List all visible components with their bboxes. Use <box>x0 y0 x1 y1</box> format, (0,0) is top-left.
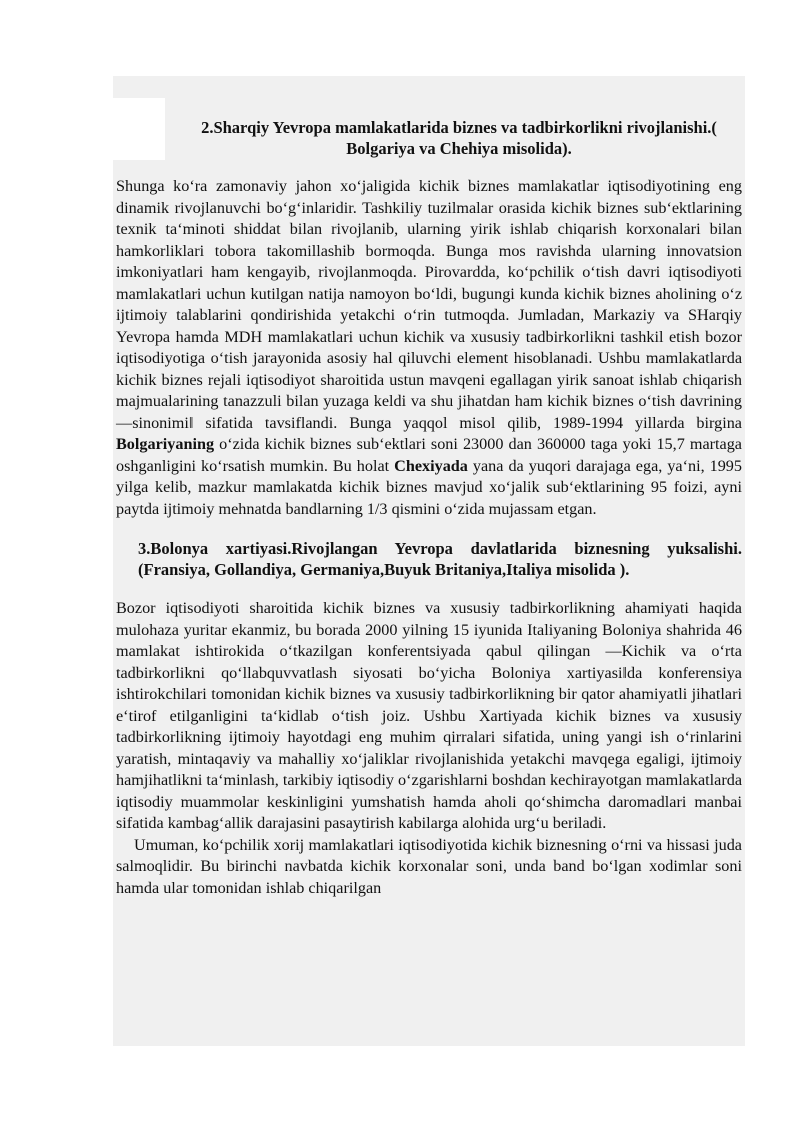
section-heading-2: 2.Sharqiy Yevropa mamlakatlarida biznes va tadbirkorlikni rivojlanishi.( Bolgariya va Chehiya misolida). <box>201 118 717 158</box>
bold-chexiya: Chexiyada <box>394 456 468 475</box>
paragraph-bologna-charter: Bozor iqtisodiyoti sharoitida kichik biznes va xususiy tadbirkorlikning ahamiyati haqida mulohaza yuritar ekanmiz, bu borada 2000 yilning 15 iyunida Italiyaning Boloniya shahrida 46 mamlakat ishtirokida o‘tkazilgan konferentsiyada qabul qilingan ―Kichik va o‘rta tadbirkorlikni qo‘llabquvvatlash siyosati bo‘yicha Boloniya xartiyasi‖da konferensiya ishtirokchilari tomonidan kichik biznes va xususiy tadbirkorlikning bir qator ahamiyatli jihatlari e‘tirof etilganligini ta‘kidlab o‘tish joiz. Ushbu Xartiyada kichik biznes va xususiy tadbirkorlikning ijtimoiy hayotdagi eng muhim qirralari sifatida, uning yangi ish o‘rinlarini yaratish, mintaqaviy va mahalliy xo‘jaliklar rivojlanishida yetakchi mavqega egaligi, ijtimoiy hamjihatlikni ta‘minlash, tarkibiy iqtisodiy o‘zgarishlarni boshdan kechirayotgan mamlakatlarda iqtisodiy muammolar keskinligini yumshatish hamda aholi qo‘shimcha daromadlari manbai sifatida kambag‘allik darajasini pasaytirish kabilarga alohida urg‘u beriladi. <box>116 599 742 832</box>
paragraph-foreign-countries: Umuman, ko‘pchilik xorij mamlakatlari iqtisodiyotida kichik biznesning o‘rni va hissasi juda salmoqlidir. Bu birinchi navbatda kichik korxonalar soni, unda band bo‘lgan xodimlar soni hamda ular tomonidan ishlab chiqarilgan <box>116 835 742 897</box>
paragraph-text: o‘zida kichik biznes sub‘ektlari soni 23000 dan 360000 taga yoki 15,7 martaga oshganligini ko‘rsatish mumkin. Bu holat <box>116 435 742 475</box>
paragraph-text: yana da yuqori darajaga ega, ya‘ni, 1995 yilga kelib, mazkur mamlakatda kichik biznes mavjud xo‘jalik sub‘ektlarining 95 foizi, ayni paytda ijtimoiy mehnatda bandlarning 1/3 qismini o‘zida mujassam etgan. <box>116 456 742 518</box>
document-body <box>116 117 742 899</box>
paragraph-bulgaria-czech <box>116 176 742 520</box>
section-heading-3: 3.Bolonya xartiyasi.Rivojlangan Yevropa davlatlarida biznesning yuksalishi.(Fransiya, Gollandiya, Germaniya,Buyuk Britaniya,Italiya misolida ). <box>138 539 742 579</box>
paragraph-text: Shunga ko‘ra zamonaviy jahon xo‘jaligida kichik biznes mamlakatlar iqtisodiyotining eng dinamik rivojlanuvchi bo‘g‘inlaridir. Tashkiliy tuzilmalar orasida kichik biznes sub‘ektlarining texnik ta‘minoti shiddat bilan rivojlanib, ularning yirik ishlab chiqarish korxonalari bilan hamkorliklari tobora takomillashib bormoqda. Bunga mos ravishda ularning innovatsion imkoniyatlari ham kengayib, rivojlanmoqda. Pirovardda, ko‘pchilik o‘tish davri iqtisodiyoti mamlakatlari uchun kutilgan natija namoyon bo‘ldi, bugungi kunda kichik biznes aholining o‘z ijtimoiy talablarini qondirishida yetakchi o‘rin tutmoqda. Jumladan, Markaziy va SHarqiy Yevropa hamda MDH mamlakatlari uchun kichik va xususiy tadbirkorlikni tashkil etish bozor iqtisodiyotiga o‘tish jarayonida asosiy hal qiluvchi element hisoblanadi. Ushbu mamlakatlarda kichik biznes rejali iqtisodiyot sharoitida ustun mavqeni egallagan yirik sanoat ishlab chiqarish majmualarining tanazzuli bilan yuzaga keldi va shu jihatdan ham kichik biznes o‘tish davrining ―sinonimi‖ sifatida tavsiflandi. Bunga yaqqol misol qilib, 1989-1994 yillarda birgina <box>116 177 742 432</box>
bold-bolgariya: Bolgariyaning <box>116 435 215 453</box>
